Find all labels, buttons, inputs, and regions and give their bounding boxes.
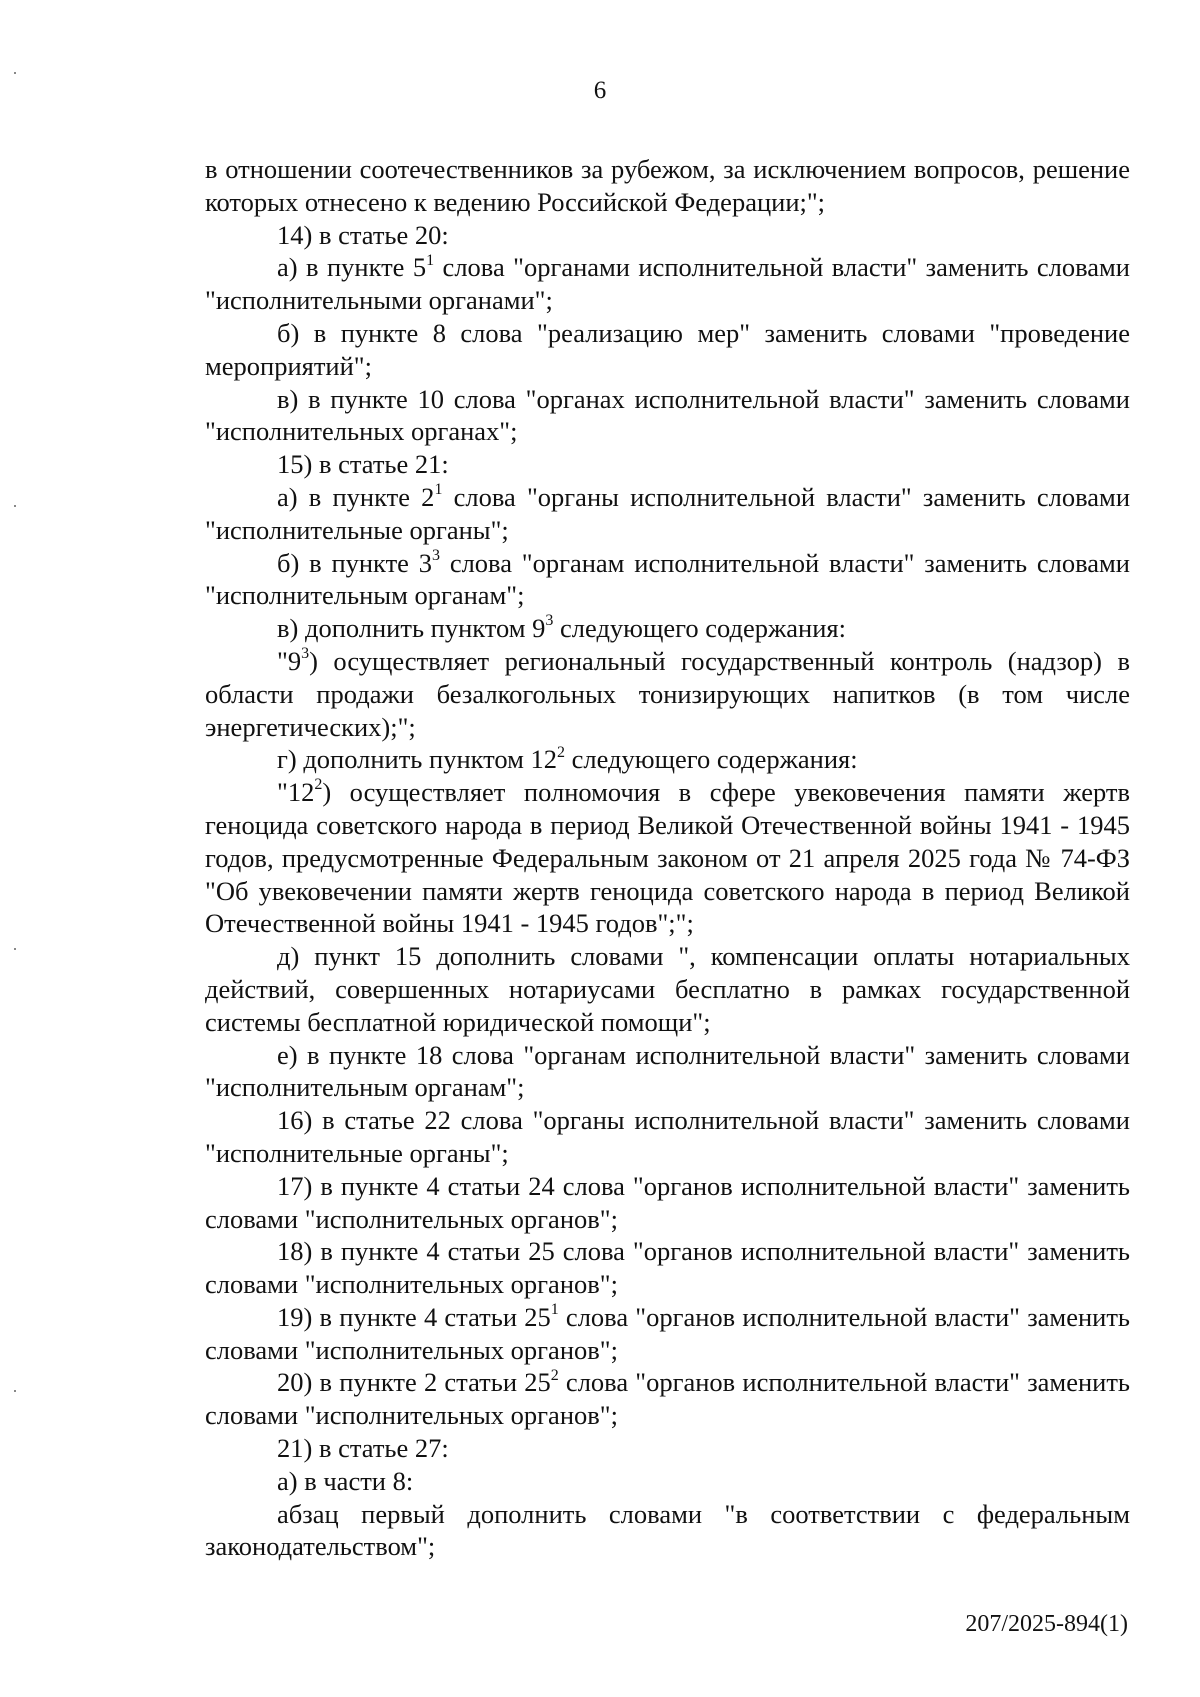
scan-artifact — [14, 72, 16, 74]
paragraph: в) дополнить пунктом $9^3$ следующего содержания: — [277, 612, 846, 644]
paragraph: "$9^3$) осуществляет региональный государственный контроль (надзор) в области продажи безалкогольных тонизирующих напитков (в том числе энергетических);"; — [205, 645, 1130, 742]
paragraph: 19) в пункте 4 статьи $25^1$ слова "органов исполнительной власти" заменить словами "исполнительных органов"; — [205, 1301, 1130, 1365]
paragraph: а) в части 8: — [277, 1465, 414, 1496]
paragraph: б) в пункте $3^3$ слова "органам исполнительной власти" заменить словами "исполнительным органам"; — [205, 546, 1130, 611]
paragraph: б) в пункте 8 слова "реализацию мер" заменить словами "проведение мероприятий"; — [205, 317, 1130, 381]
page-number: 6 — [593, 77, 607, 104]
paragraph: а) в пункте $2^1$ слова "органы исполнительной власти" заменить словами "исполнительные органы"; — [205, 481, 1130, 545]
paragraph: а) в пункте $5^1$ слова "органами исполнительной власти" заменить словами "исполнительными органами"; — [205, 251, 1130, 316]
scan-artifact — [14, 1390, 16, 1392]
paragraph: д) пункт 15 дополнить словами ", компенсации оплаты нотариальных действий, совершенных нотариусами бесплатно в рамках государственной системы бесплатной юридической помощи"; — [205, 941, 1130, 1037]
scan-artifact — [14, 948, 16, 950]
paragraph: в) в пункте 10 слова "органах исполнительной власти" заменить словами "исполнительных органах"; — [205, 383, 1130, 447]
paragraph: е) в пункте 18 слова "органам исполнительной власти" заменить словами "исполнительным органам"; — [205, 1039, 1130, 1103]
paragraph: 17) в пункте 4 статьи 24 слова "органов исполнительной власти" заменить словами "исполнительных органов"; — [205, 1170, 1130, 1234]
paragraph: г) дополнить пунктом $12^2$ следующего содержания: — [277, 743, 858, 775]
paragraph: 20) в пункте 2 статьи $25^2$ слова "органов исполнительной власти" заменить словами "исполнительных органов"; — [205, 1366, 1130, 1431]
paragraph: "$12^2$) осуществляет полномочия в сфере увековечения памяти жертв геноцида советского народа в период Великой Отечественной войны 1941 - 1945 годов, предусмотренные Федеральным законом от 21 апреля 2025 года № 74-ФЗ "Об увековечении памяти жертв геноцида советского народа в период Великой Отечественной войны 1941 - 1945 годов";"; — [205, 776, 1130, 939]
document-body — [205, 153, 1130, 1563]
paragraph: в отношении соотечественников за рубежом, за исключением вопросов, решение которых отнесено к ведению Российской Федерации;"; — [205, 154, 1130, 217]
scan-artifact — [14, 505, 16, 507]
paragraph: абзац первый дополнить словами "в соответствии с федеральным законодательством"; — [205, 1498, 1130, 1562]
document-id: 207/2025-894(1) — [965, 1611, 1128, 1637]
paragraph: 15) в статье 21: — [277, 449, 449, 480]
paragraph: 21) в статье 27: — [277, 1433, 449, 1464]
paragraph: 18) в пункте 4 статьи 25 слова "органов исполнительной власти" заменить словами "исполнительных органов"; — [205, 1236, 1130, 1300]
paragraph: 14) в статье 20: — [277, 219, 449, 250]
paragraph: 16) в статье 22 слова "органы исполнительной власти" заменить словами "исполнительные органы"; — [205, 1105, 1130, 1168]
